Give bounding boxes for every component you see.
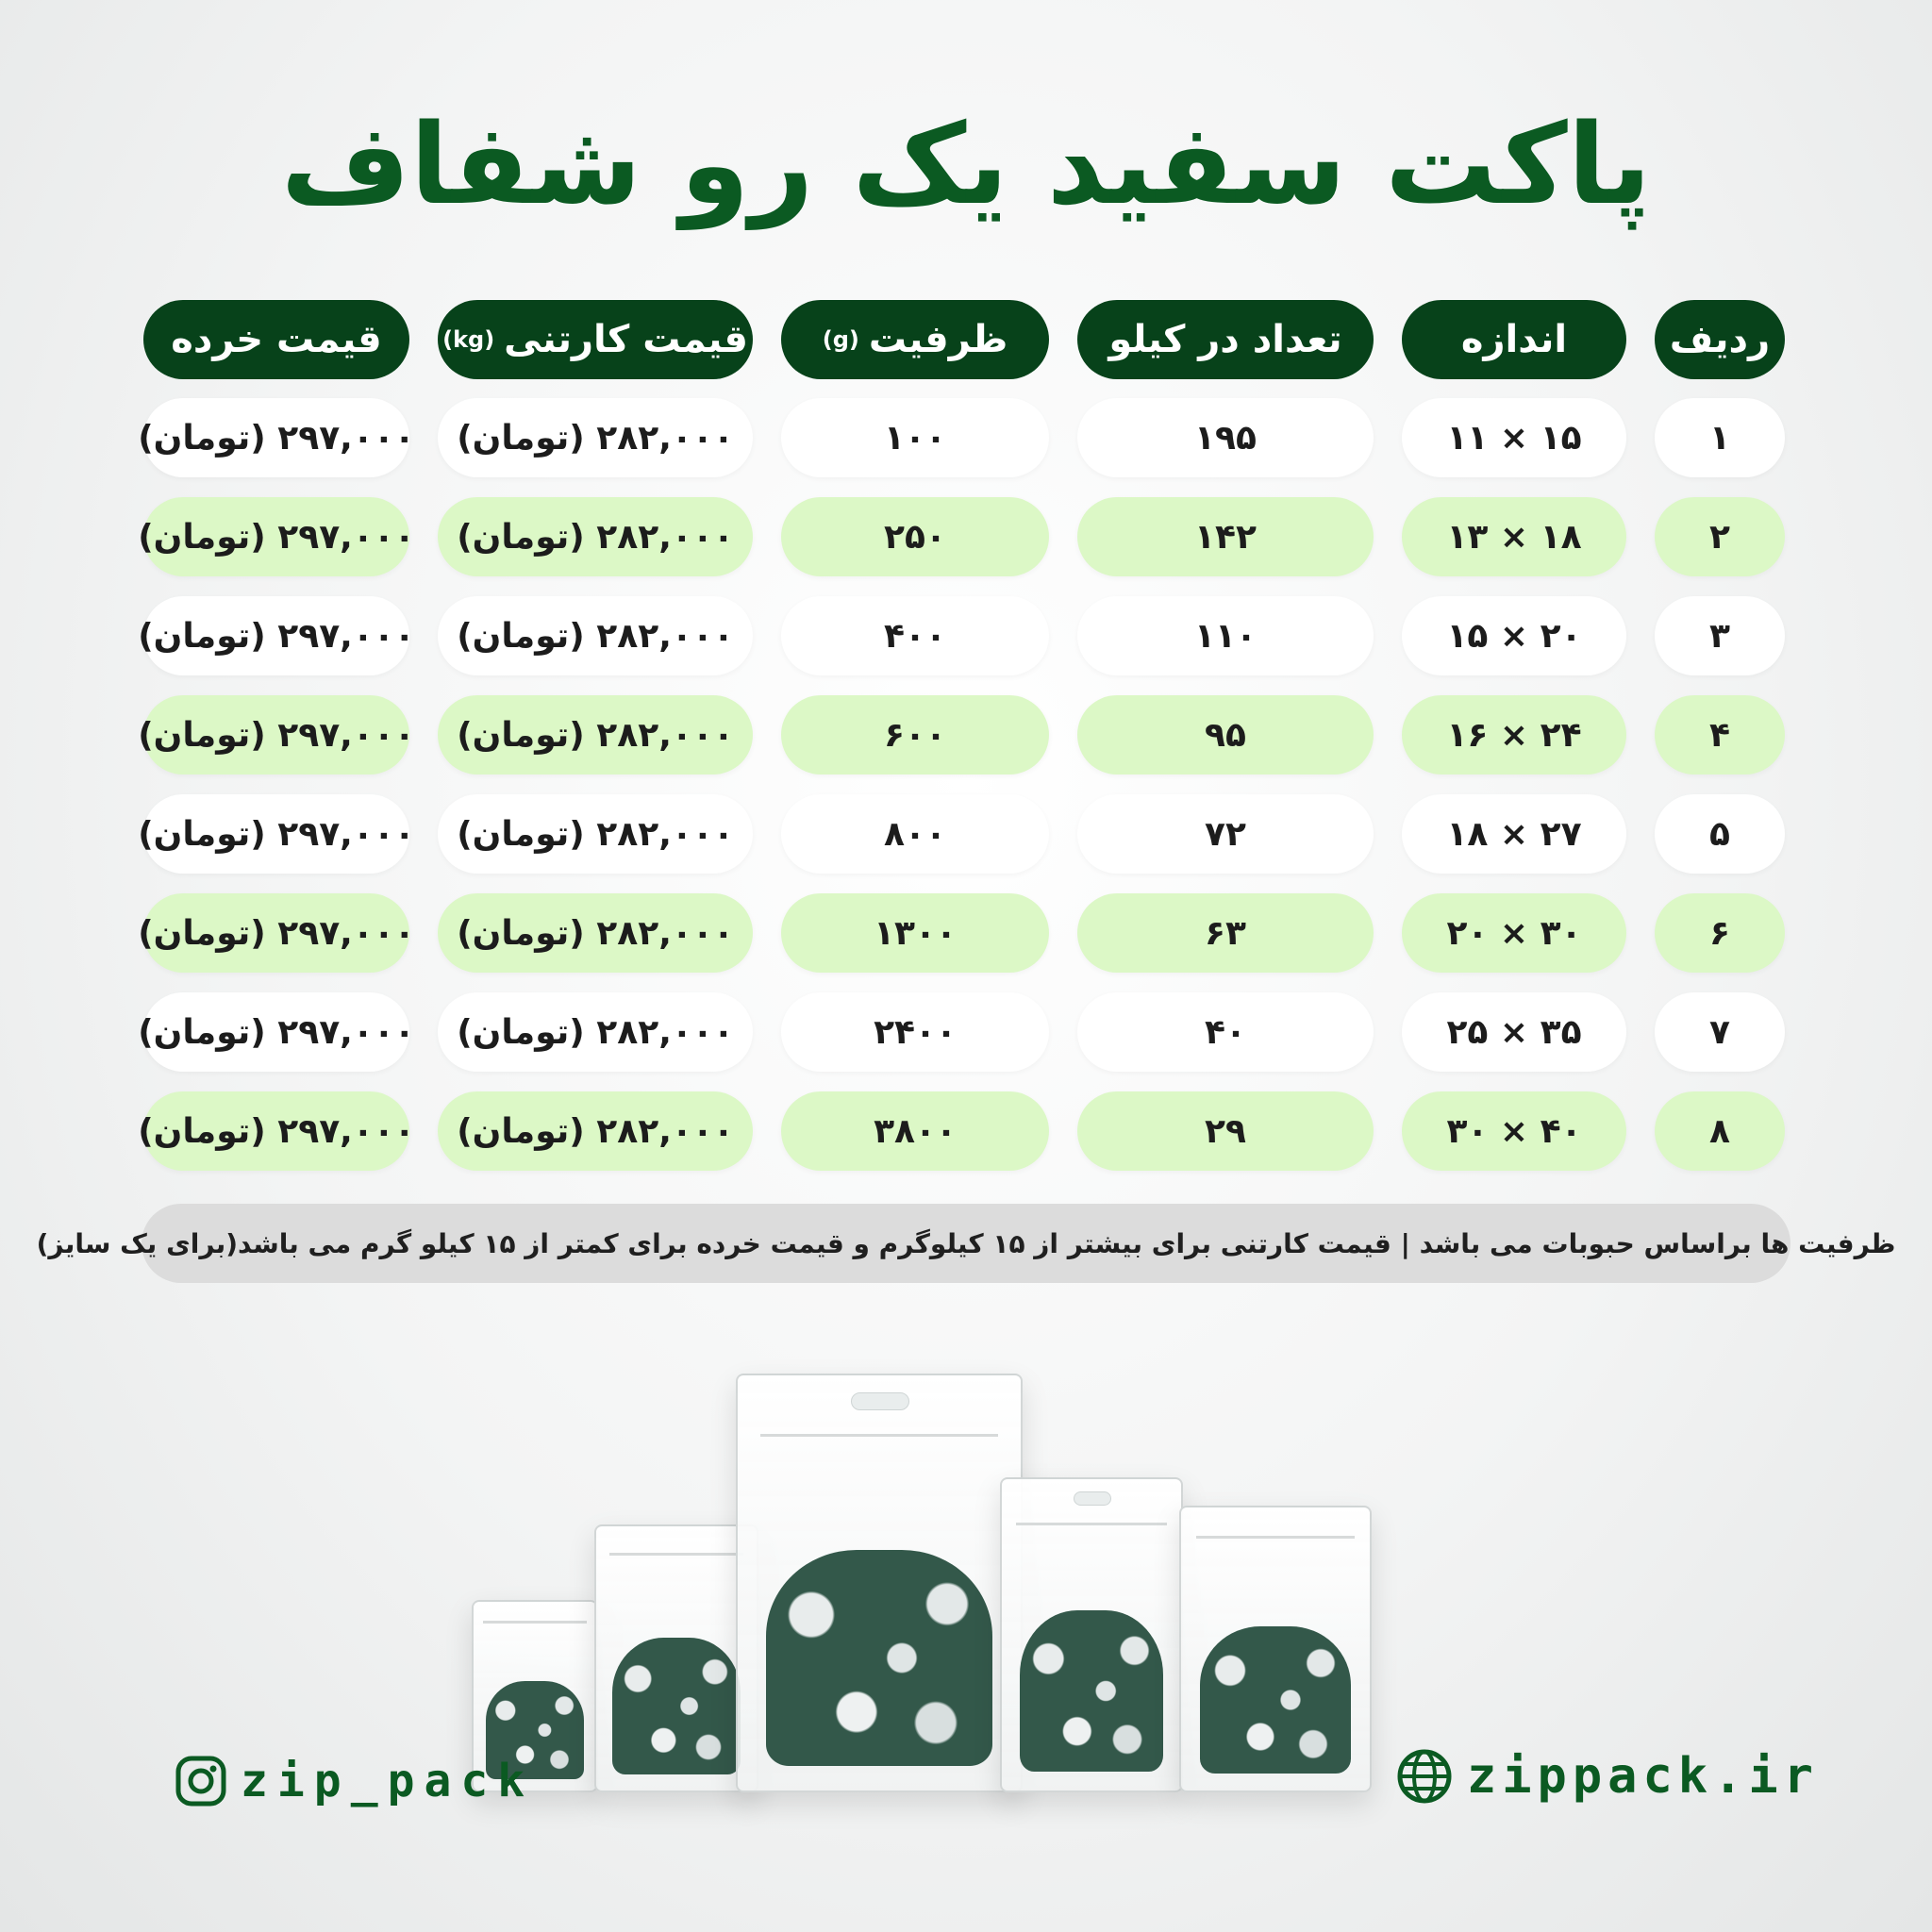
price-table (138, 300, 1785, 1191)
cell-capacity: ۳۸۰۰ (781, 1091, 1049, 1171)
header-capacity-label: ظرفیت (868, 318, 1008, 361)
cell-size: ۲۴ × ۱۶ (1402, 695, 1626, 774)
cell-row: ۵ (1655, 794, 1785, 874)
header-capacity (781, 300, 1049, 379)
footnote: ظرفیت ها براساس حبوبات می باشد | قیمت کارتنی برای بیشتر از ۱۵ کیلوگرم و قیمت خرده برای کمتر از ۱۵ کیلو گرم می باشد(برای یک سایز) (142, 1204, 1790, 1283)
header-carton-price (438, 300, 753, 379)
instagram-label: zip_pack (241, 1755, 535, 1807)
table-row (138, 596, 1785, 675)
cell-size: ۴۰ × ۳۰ (1402, 1091, 1626, 1171)
cell-count: ۶۳ (1077, 893, 1374, 973)
website-label: zippack.ir (1466, 1748, 1819, 1805)
cell-carton-price: ۲۸۲,۰۰۰ (تومان) (438, 695, 753, 774)
cell-retail-price: ۲۹۷,۰۰۰ (تومان) (143, 992, 409, 1072)
bag-medium-large (1000, 1477, 1183, 1792)
cell-retail-price: ۲۹۷,۰۰۰ (تومان) (143, 1091, 409, 1171)
globe-icon (1395, 1747, 1454, 1806)
cell-capacity: ۶۰۰ (781, 695, 1049, 774)
product-image (453, 1358, 1396, 1792)
cell-carton-price: ۲۸۲,۰۰۰ (تومان) (438, 596, 753, 675)
cell-capacity: ۸۰۰ (781, 794, 1049, 874)
cell-retail-price: ۲۹۷,۰۰۰ (تومان) (143, 893, 409, 973)
header-size (1402, 300, 1626, 379)
cell-count: ۱۴۲ (1077, 497, 1374, 576)
table-row (138, 1091, 1785, 1171)
cell-size: ۳۵ × ۲۵ (1402, 992, 1626, 1072)
table-row (138, 398, 1785, 477)
cell-retail-price: ۲۹۷,۰۰۰ (تومان) (143, 794, 409, 874)
header-capacity-unit: (g) (822, 326, 859, 353)
cell-size: ۳۰ × ۲۰ (1402, 893, 1626, 973)
header-retail-label: قیمت خرده (171, 318, 382, 361)
table-row (138, 695, 1785, 774)
cell-row: ۲ (1655, 497, 1785, 576)
table-row (138, 497, 1785, 576)
cell-capacity: ۱۳۰۰ (781, 893, 1049, 973)
header-size-label: اندازه (1460, 318, 1568, 361)
cell-count: ۷۲ (1077, 794, 1374, 874)
website-link[interactable] (1395, 1747, 1819, 1806)
cell-capacity: ۲۵۰ (781, 497, 1049, 576)
header-row-label: ردیف (1669, 318, 1771, 361)
cell-row: ۳ (1655, 596, 1785, 675)
cell-count: ۴۰ (1077, 992, 1374, 1072)
header-carton-label: قیمت کارتنی (504, 318, 748, 361)
cell-size: ۲۷ × ۱۸ (1402, 794, 1626, 874)
table-header (143, 300, 1785, 379)
header-carton-unit: (kg) (442, 326, 495, 353)
cell-count: ۱۱۰ (1077, 596, 1374, 675)
header-count (1077, 300, 1374, 379)
page-title: پاکت سفید یک رو شفاف (280, 99, 1652, 229)
table-row (138, 893, 1785, 973)
cell-carton-price: ۲۸۲,۰۰۰ (تومان) (438, 893, 753, 973)
cell-retail-price: ۲۹۷,۰۰۰ (تومان) (143, 596, 409, 675)
table-row (138, 992, 1785, 1072)
header-retail-price (143, 300, 409, 379)
table-row (138, 794, 1785, 874)
cell-count: ۹۵ (1077, 695, 1374, 774)
instagram-icon (175, 1755, 227, 1807)
bag-medium (594, 1524, 758, 1792)
cell-size: ۱۵ × ۱۱ (1402, 398, 1626, 477)
instagram-handle[interactable] (175, 1755, 534, 1807)
cell-retail-price: ۲۹۷,۰۰۰ (تومان) (143, 695, 409, 774)
cell-retail-price: ۲۹۷,۰۰۰ (تومان) (143, 398, 409, 477)
cell-carton-price: ۲۸۲,۰۰۰ (تومان) (438, 992, 753, 1072)
cell-carton-price: ۲۸۲,۰۰۰ (تومان) (438, 398, 753, 477)
cell-count: ۲۹ (1077, 1091, 1374, 1171)
cell-row: ۸ (1655, 1091, 1785, 1171)
cell-row: ۱ (1655, 398, 1785, 477)
cell-row: ۶ (1655, 893, 1785, 973)
cell-capacity: ۱۰۰ (781, 398, 1049, 477)
cell-size: ۲۰ × ۱۵ (1402, 596, 1626, 675)
bag-large (736, 1374, 1023, 1792)
cell-row: ۴ (1655, 695, 1785, 774)
cell-size: ۱۸ × ۱۳ (1402, 497, 1626, 576)
cell-row: ۷ (1655, 992, 1785, 1072)
cell-capacity: ۴۰۰ (781, 596, 1049, 675)
header-count-label: تعداد در کیلو (1108, 318, 1342, 361)
cell-carton-price: ۲۸۲,۰۰۰ (تومان) (438, 794, 753, 874)
cell-carton-price: ۲۸۲,۰۰۰ (تومان) (438, 1091, 753, 1171)
header-row (1655, 300, 1785, 379)
cell-capacity: ۲۴۰۰ (781, 992, 1049, 1072)
bag-medium-2 (1179, 1506, 1372, 1792)
cell-count: ۱۹۵ (1077, 398, 1374, 477)
cell-retail-price: ۲۹۷,۰۰۰ (تومان) (143, 497, 409, 576)
cell-carton-price: ۲۸۲,۰۰۰ (تومان) (438, 497, 753, 576)
